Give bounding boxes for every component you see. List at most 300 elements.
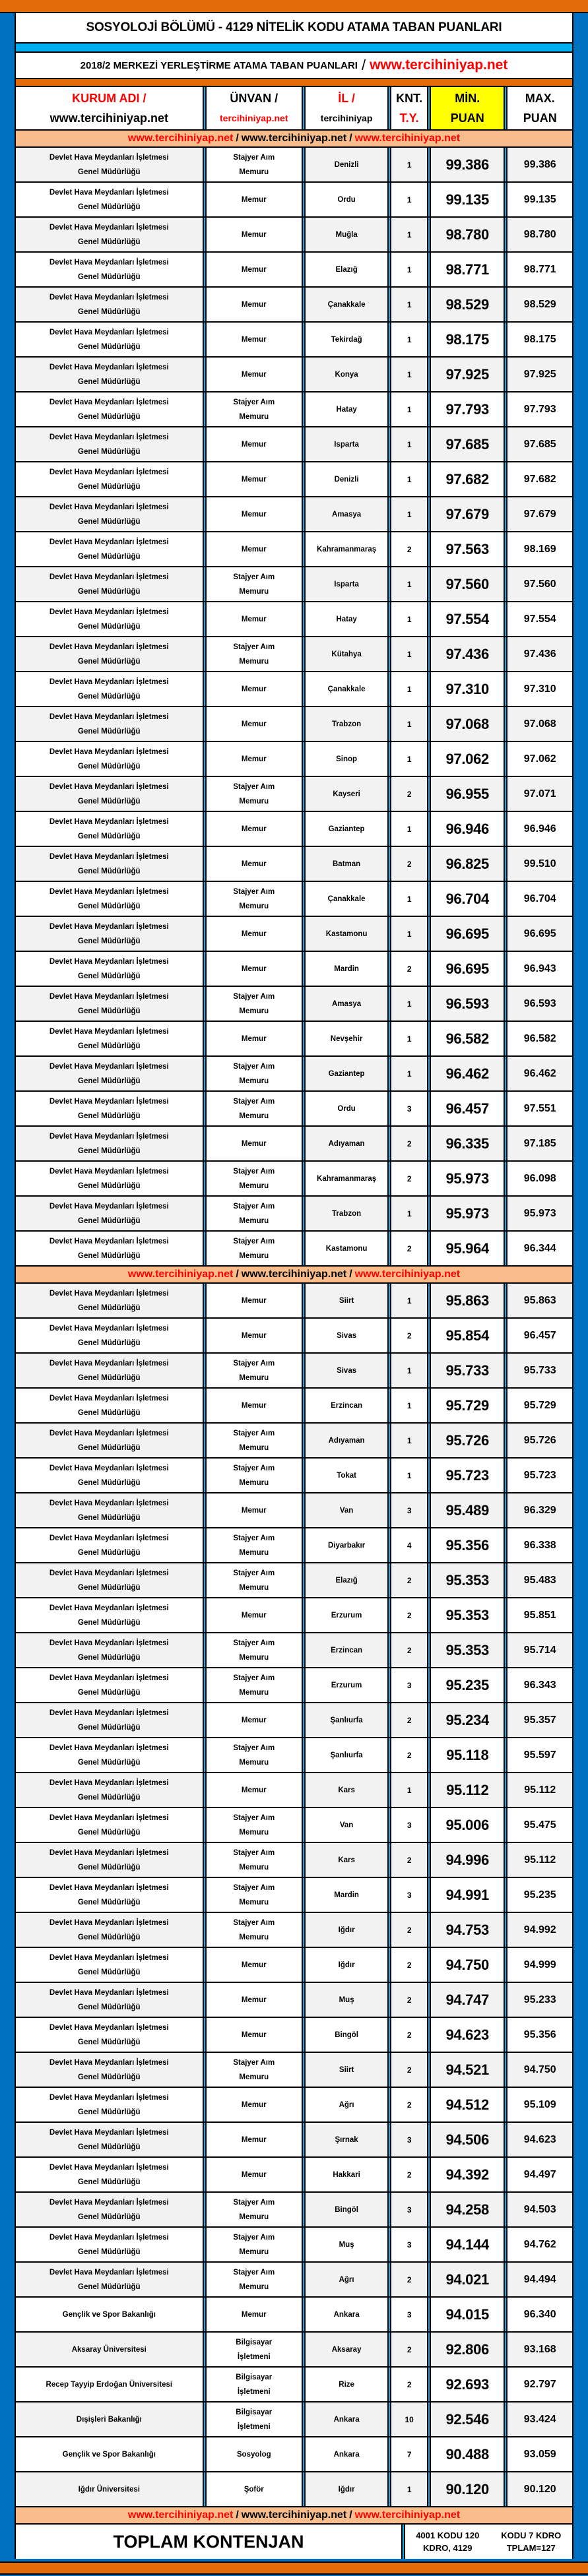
table-row xyxy=(16,1284,572,1319)
cell-text: Devlet Hava Meydanları İşletmesi xyxy=(49,328,169,336)
table-row xyxy=(16,2228,572,2263)
cell-text: Memuru xyxy=(239,168,269,176)
min-puan-cell: 96.695 xyxy=(445,925,489,942)
il-cell: Elazığ xyxy=(335,265,358,274)
table-row xyxy=(16,218,572,253)
kurum-cell xyxy=(16,602,203,636)
kontenjan-cell: 1 xyxy=(407,754,412,764)
min-puan-cell: 98.175 xyxy=(445,330,489,348)
banner-link[interactable]: www.tercihiniyap.net xyxy=(127,2509,234,2521)
cell-text: Devlet Hava Meydanları İşletmesi xyxy=(49,398,169,406)
cell-text: Devlet Hava Meydanları İşletmesi xyxy=(49,852,169,861)
kontenjan-cell: 3 xyxy=(407,1820,412,1830)
unvan-cell xyxy=(207,987,302,1021)
il-cell: Çanakkale xyxy=(327,685,366,693)
subtitle-slash: / xyxy=(361,57,366,73)
cell-text: Stajyer Aım xyxy=(233,1167,275,1176)
max-puan-cell: 96.943 xyxy=(523,962,556,974)
kurum-cell xyxy=(16,1389,203,1422)
banner-link[interactable]: www.tercihiniyap.net xyxy=(241,133,347,144)
il-cell: Denizli xyxy=(334,475,359,484)
max-puan-cell: 96.098 xyxy=(523,1172,556,1184)
cell-text: Memur xyxy=(241,370,267,379)
cell-text: Genel Müdürlüğü xyxy=(78,237,141,246)
table-row xyxy=(16,1633,572,1668)
table-row xyxy=(16,1197,572,1232)
cell-text: Genel Müdürlüğü xyxy=(78,1653,141,1662)
unvan-cell xyxy=(207,1022,302,1055)
cell-text: Memuru xyxy=(239,1758,269,1767)
table-row xyxy=(16,882,572,917)
unvan-cell xyxy=(207,148,302,181)
header-label: tercihiniyap xyxy=(320,113,373,123)
il-cell: Erzincan xyxy=(331,1401,363,1410)
il-cell: Ağrı xyxy=(339,2100,354,2109)
min-puan-cell: 94.258 xyxy=(445,2201,489,2218)
max-puan-cell: 94.999 xyxy=(523,1959,556,1970)
banner-link[interactable]: www.tercihiniyap.net xyxy=(241,2509,347,2521)
table-row xyxy=(16,1528,572,1563)
cell-text: Memuru xyxy=(239,587,269,596)
table-row xyxy=(16,1057,572,1092)
il-cell: Gaziantep xyxy=(328,1069,365,1078)
unvan-cell xyxy=(207,1843,302,1877)
min-puan-cell: 94.392 xyxy=(445,2166,489,2183)
min-puan-cell: 97.925 xyxy=(445,365,489,383)
cell-text: Devlet Hava Meydanları İşletmesi xyxy=(49,503,169,511)
il-cell: Elazığ xyxy=(335,1576,358,1585)
divider-bar xyxy=(16,79,572,87)
cell-text: Genel Müdürlüğü xyxy=(78,2003,141,2011)
cell-text: Devlet Hava Meydanları İşletmesi xyxy=(49,1324,169,1333)
cell-text: Memur xyxy=(241,1716,267,1724)
cell-text: Devlet Hava Meydanları İşletmesi xyxy=(49,1709,169,1717)
cell-text: İşletmeni xyxy=(237,2387,271,2396)
unvan-cell xyxy=(207,1808,302,1842)
cell-text: Devlet Hava Meydanları İşletmesi xyxy=(49,677,169,686)
max-puan-cell: 95.356 xyxy=(523,2028,556,2040)
il-cell: Iğdır xyxy=(338,2485,355,2494)
table-row xyxy=(16,1354,572,1389)
kontenjan-cell: 3 xyxy=(407,1104,412,1114)
max-puan-cell: 95.475 xyxy=(523,1819,556,1831)
table-row xyxy=(16,2403,572,2437)
unvan-cell xyxy=(207,952,302,986)
max-puan-cell: 90.120 xyxy=(523,2483,556,2495)
kurum-cell xyxy=(16,288,203,321)
unvan-cell xyxy=(207,1162,302,1195)
cell-text: Devlet Hava Meydanları İşletmesi xyxy=(49,1988,169,1997)
cell-text: Genel Müdürlüğü xyxy=(78,1216,141,1225)
il-cell: Van xyxy=(339,1506,354,1515)
min-puan-cell: 94.144 xyxy=(445,2236,489,2253)
cell-text: Devlet Hava Meydanları İşletmesi xyxy=(49,1167,169,1176)
cell-text: Stajyer Aım xyxy=(233,1674,275,1682)
cell-text: Memuru xyxy=(239,1898,269,1906)
unvan-cell xyxy=(207,777,302,811)
cell-text: Genel Müdürlüğü xyxy=(78,1828,141,1837)
il-cell: Kars xyxy=(338,1786,355,1794)
cell-text: Memuru xyxy=(239,1828,269,1837)
il-cell: Kahramanmaraş xyxy=(317,545,377,553)
banner-link[interactable]: www.tercihiniyap.net xyxy=(354,1269,461,1280)
cell-text: Memuru xyxy=(239,1251,269,1260)
cell-text: Memur xyxy=(241,545,267,553)
min-puan-cell: 94.623 xyxy=(445,2026,489,2043)
cell-text: Devlet Hava Meydanları İşletmesi xyxy=(49,1778,169,1787)
banner-link[interactable]: www.tercihiniyap.net xyxy=(354,133,461,144)
cell-text: Stajyer Aım xyxy=(233,1062,275,1071)
kurum-cell xyxy=(16,882,203,916)
il-cell: Muş xyxy=(339,2240,354,2249)
min-puan-cell: 96.695 xyxy=(445,960,489,977)
max-puan-cell: 95.597 xyxy=(523,1749,556,1761)
min-puan-cell: 97.682 xyxy=(445,470,489,487)
min-puan-cell: 97.563 xyxy=(445,540,489,557)
min-puan-cell: 97.560 xyxy=(445,575,489,592)
kurum-cell xyxy=(16,1878,203,1912)
table-body-section-2 xyxy=(16,1284,572,2507)
max-puan-cell: 94.992 xyxy=(523,1924,556,1935)
max-puan-cell: 98.780 xyxy=(523,228,556,240)
kurum-cell xyxy=(16,2228,203,2261)
il-cell: Konya xyxy=(335,370,358,379)
max-puan-cell: 98.529 xyxy=(523,298,556,310)
total-note-line: KODU 7 KDRO TPLAM=127 xyxy=(501,2530,562,2553)
cell-text: Devlet Hava Meydanları İşletmesi xyxy=(49,1674,169,1682)
cell-text: Genel Müdürlüğü xyxy=(78,2282,141,2291)
table-row xyxy=(16,917,572,952)
cell-text: Memur xyxy=(241,475,267,484)
kurum-cell xyxy=(16,2263,203,2296)
unvan-cell xyxy=(207,2403,302,2436)
kontenjan-cell: 1 xyxy=(407,369,412,379)
cell-text: Devlet Hava Meydanları İşletmesi xyxy=(49,1027,169,1036)
min-puan-cell: 95.729 xyxy=(445,1397,489,1414)
max-puan-cell: 93.168 xyxy=(523,2343,556,2355)
max-puan-cell: 97.793 xyxy=(523,403,556,415)
max-puan-cell: 98.771 xyxy=(523,263,556,275)
max-puan-cell: 95.851 xyxy=(523,1609,556,1621)
kontenjan-cell: 1 xyxy=(407,999,412,1009)
il-cell: Kars xyxy=(338,1856,355,1864)
site-banner xyxy=(16,1267,572,1284)
cell-text: Devlet Hava Meydanları İşletmesi xyxy=(49,468,169,476)
unvan-cell xyxy=(207,602,302,636)
banner-slash: / xyxy=(349,133,352,144)
total-label: TOPLAM KONTENJAN xyxy=(113,2531,304,2552)
cell-text: Memur xyxy=(241,2135,267,2144)
max-puan-cell: 95.483 xyxy=(523,1574,556,1586)
cell-text: Stajyer Aım xyxy=(233,1202,275,1210)
il-cell: Rize xyxy=(339,2380,354,2389)
cell-text: Memur xyxy=(241,685,267,693)
il-cell: Şırnak xyxy=(335,2135,358,2144)
cell-text: Devlet Hava Meydanları İşletmesi xyxy=(49,1289,169,1298)
unvan-cell xyxy=(207,1948,302,1982)
il-cell: Bingöl xyxy=(335,2205,358,2214)
kurum-cell xyxy=(16,1424,203,1457)
unvan-cell xyxy=(207,847,302,881)
total-note-line: 4001 KODU 120 KDRO, 4129 xyxy=(416,2530,480,2553)
banner-link[interactable]: www.tercihiniyap.net xyxy=(127,133,234,144)
cell-text: Memur xyxy=(241,300,267,309)
cell-text: Genel Müdürlüğü xyxy=(78,447,141,456)
il-cell: Ağrı xyxy=(339,2275,354,2284)
cell-text: Stajyer Aım xyxy=(233,1359,275,1367)
il-cell: Batman xyxy=(333,860,361,868)
min-puan-cell: 95.235 xyxy=(445,1676,489,1693)
cell-text: Genel Müdürlüğü xyxy=(78,1513,141,1522)
unvan-cell xyxy=(207,567,302,601)
max-puan-cell: 95.723 xyxy=(523,1469,556,1481)
max-puan-cell: 98.175 xyxy=(523,333,556,345)
min-puan-cell: 94.747 xyxy=(445,1991,489,2008)
unvan-cell xyxy=(207,1424,302,1457)
cell-text: Memuru xyxy=(239,2247,269,2256)
cell-text: Memuru xyxy=(239,902,269,910)
table-row xyxy=(16,777,572,812)
kurum-cell xyxy=(16,847,203,881)
max-puan-cell: 99.386 xyxy=(523,158,556,170)
cell-text: Memuru xyxy=(239,657,269,666)
cell-text: Memuru xyxy=(239,797,269,805)
table-row xyxy=(16,1493,572,1528)
cell-text: Devlet Hava Meydanları İşletmesi xyxy=(49,1848,169,1857)
il-cell: Bingöl xyxy=(335,2030,358,2039)
cell-text: Genel Müdürlüğü xyxy=(78,552,141,561)
cell-text: Genel Müdürlüğü xyxy=(78,1723,141,1732)
cell-text: Aksaray Üniversitesi xyxy=(71,2345,147,2354)
unvan-cell xyxy=(207,2472,302,2506)
cell-text: Devlet Hava Meydanları İşletmesi xyxy=(49,712,169,721)
il-cell: Kayseri xyxy=(333,790,360,798)
cell-text: Devlet Hava Meydanları İşletmesi xyxy=(49,2128,169,2137)
cell-text: Devlet Hava Meydanları İşletmesi xyxy=(49,258,169,267)
il-cell: Trabzon xyxy=(332,1209,362,1218)
max-puan-cell: 97.554 xyxy=(523,613,556,625)
banner-link[interactable]: www.tercihiniyap.net xyxy=(241,1269,347,1280)
site-link[interactable]: www.tercihiniyap.net xyxy=(370,57,508,73)
cell-text: Stajyer Aım xyxy=(233,2058,275,2067)
kurum-cell xyxy=(16,462,203,496)
kontenjan-cell: 2 xyxy=(407,1174,412,1183)
table-row xyxy=(16,2158,572,2193)
kurum-cell xyxy=(16,183,203,216)
cell-text: Devlet Hava Meydanları İşletmesi xyxy=(49,223,169,232)
unvan-cell xyxy=(207,253,302,286)
min-puan-cell: 95.353 xyxy=(445,1571,489,1588)
unvan-cell xyxy=(207,2193,302,2226)
kurum-cell xyxy=(16,1284,203,1317)
cell-text: Memuru xyxy=(239,1933,269,1941)
cell-text: Stajyer Aım xyxy=(233,1883,275,1892)
min-puan-cell: 97.068 xyxy=(445,715,489,732)
kontenjan-cell: 1 xyxy=(407,1296,412,1305)
il-cell: Muğla xyxy=(335,230,358,239)
max-puan-cell: 98.169 xyxy=(523,543,556,555)
kurum-cell xyxy=(16,1808,203,1842)
unvan-cell xyxy=(207,393,302,426)
table-row xyxy=(16,602,572,637)
il-cell: Şanlıurfa xyxy=(330,1716,363,1724)
max-puan-cell: 97.185 xyxy=(523,1137,556,1149)
kurum-cell xyxy=(16,1703,203,1737)
cell-text: Genel Müdürlüğü xyxy=(78,1408,141,1417)
il-cell: Amasya xyxy=(332,510,362,518)
kurum-cell xyxy=(16,1773,203,1807)
table-row xyxy=(16,1738,572,1773)
cell-text: Genel Müdürlüğü xyxy=(78,1251,141,1260)
cell-text: Genel Müdürlüğü xyxy=(78,1112,141,1120)
cell-text: Memur xyxy=(241,755,267,763)
max-puan-cell: 97.310 xyxy=(523,683,556,695)
cell-text: Stajyer Aım xyxy=(233,1744,275,1752)
max-puan-cell: 96.582 xyxy=(523,1032,556,1044)
cell-text: Stajyer Aım xyxy=(233,1097,275,1106)
cell-text: Devlet Hava Meydanları İşletmesi xyxy=(49,1499,169,1507)
cell-text: Devlet Hava Meydanları İşletmesi xyxy=(49,1202,169,1210)
min-puan-cell: 92.546 xyxy=(445,2410,489,2428)
il-cell: Hatay xyxy=(336,405,357,414)
cell-text: Devlet Hava Meydanları İşletmesi xyxy=(49,1359,169,1367)
il-cell: Adıyaman xyxy=(328,1436,365,1445)
min-puan-cell: 94.991 xyxy=(445,1886,489,1903)
banner-link[interactable]: www.tercihiniyap.net xyxy=(127,1269,234,1280)
max-puan-cell: 95.733 xyxy=(523,1364,556,1376)
header-label: www.tercihiniyap.net xyxy=(49,111,168,125)
cell-text: Genel Müdürlüğü xyxy=(78,1304,141,1312)
table-row xyxy=(16,1668,572,1703)
cell-text: Stajyer Aım xyxy=(233,1569,275,1577)
il-cell: Muş xyxy=(339,1995,354,2004)
table-row xyxy=(16,323,572,358)
cell-text: Devlet Hava Meydanları İşletmesi xyxy=(49,1569,169,1577)
min-puan-cell: 94.753 xyxy=(445,1921,489,1938)
unvan-cell xyxy=(207,2228,302,2261)
cell-text: Memuru xyxy=(239,1007,269,1015)
cell-text: Recep Tayyip Erdoğan Üniversitesi xyxy=(46,2380,173,2389)
cell-text: Iğdır Üniversitesi xyxy=(78,2485,140,2494)
cell-text: Stajyer Aım xyxy=(233,2233,275,2242)
table-row xyxy=(16,952,572,987)
max-puan-cell: 92.797 xyxy=(523,2378,556,2390)
min-puan-cell: 97.554 xyxy=(445,610,489,627)
kontenjan-cell: 1 xyxy=(407,719,412,729)
kurum-cell xyxy=(16,2437,203,2471)
table-row xyxy=(16,2123,572,2158)
cell-text: Memuru xyxy=(239,412,269,421)
top-orange-bar xyxy=(0,0,588,13)
kurum-cell xyxy=(16,1493,203,1527)
il-cell: Adıyaman xyxy=(328,1139,365,1148)
table-row xyxy=(16,2472,572,2507)
min-puan-cell: 95.234 xyxy=(445,1711,489,1728)
table-row xyxy=(16,987,572,1022)
total-note xyxy=(405,2525,572,2559)
max-puan-cell: 97.436 xyxy=(523,648,556,660)
cell-text: Genel Müdürlüğü xyxy=(78,1688,141,1697)
header-il xyxy=(306,87,387,129)
min-puan-cell: 97.062 xyxy=(445,750,489,767)
unvan-cell xyxy=(207,1354,302,1387)
cell-text: Devlet Hava Meydanları İşletmesi xyxy=(49,188,169,197)
kontenjan-cell: 1 xyxy=(407,824,412,834)
table-row xyxy=(16,1843,572,1878)
cell-text: Devlet Hava Meydanları İşletmesi xyxy=(49,643,169,651)
cell-text: Memuru xyxy=(239,2213,269,2221)
cell-text: Genel Müdürlüğü xyxy=(78,902,141,910)
kurum-cell xyxy=(16,1127,203,1160)
cell-text: Genel Müdürlüğü xyxy=(78,2038,141,2046)
max-puan-cell: 94.497 xyxy=(523,2168,556,2180)
cell-text: Genel Müdürlüğü xyxy=(78,168,141,176)
cell-text: Memur xyxy=(241,720,267,728)
cell-text: Memur xyxy=(241,2170,267,2179)
kurum-cell xyxy=(16,917,203,951)
table-row xyxy=(16,1022,572,1057)
cell-text: Devlet Hava Meydanları İşletmesi xyxy=(49,1813,169,1822)
min-puan-cell: 96.582 xyxy=(445,1030,489,1047)
min-puan-cell: 95.726 xyxy=(445,1431,489,1449)
unvan-cell xyxy=(207,323,302,356)
cell-text: Genel Müdürlüğü xyxy=(78,2178,141,2186)
cell-text: Genel Müdürlüğü xyxy=(78,937,141,945)
cell-text: Stajyer Aım xyxy=(233,2268,275,2277)
cell-text: Memuru xyxy=(239,1548,269,1557)
cell-text: Memur xyxy=(241,1995,267,2004)
kurum-cell xyxy=(16,393,203,426)
cell-text: Memur xyxy=(241,2100,267,2109)
min-puan-cell: 95.489 xyxy=(445,1501,489,1519)
max-puan-cell: 97.551 xyxy=(523,1102,556,1114)
cell-text: Stajyer Aım xyxy=(233,992,275,1001)
kurum-cell xyxy=(16,1092,203,1125)
max-puan-cell: 96.338 xyxy=(523,1539,556,1551)
table-row xyxy=(16,148,572,183)
cell-text: Genel Müdürlüğü xyxy=(78,832,141,840)
table-row xyxy=(16,1232,572,1267)
min-puan-cell: 95.733 xyxy=(445,1362,489,1379)
min-puan-cell: 95.118 xyxy=(446,1746,489,1763)
max-puan-cell: 94.762 xyxy=(523,2238,556,2250)
kontenjan-cell: 3 xyxy=(407,2240,412,2249)
cell-text: Stajyer Aım xyxy=(233,1534,275,1542)
kontenjan-cell: 1 xyxy=(407,160,412,170)
unvan-cell xyxy=(207,1232,302,1265)
cell-text: Memur xyxy=(241,860,267,868)
cell-text: Genel Müdürlüğü xyxy=(78,517,141,526)
cell-text: Devlet Hava Meydanları İşletmesi xyxy=(49,2093,169,2102)
table-row xyxy=(16,2368,572,2403)
page-title: SOSYOLOJİ BÖLÜMÜ - 4129 NİTELİK KODU ATAMA TABAN PUANLARI xyxy=(16,13,572,44)
cell-text: Devlet Hava Meydanları İşletmesi xyxy=(49,1394,169,1402)
header-unvan xyxy=(207,87,302,129)
il-cell: Van xyxy=(339,1821,354,1829)
il-cell: Isparta xyxy=(334,580,359,588)
kontenjan-cell: 2 xyxy=(407,1995,412,2005)
cell-text: Stajyer Aım xyxy=(233,153,275,162)
kurum-cell xyxy=(16,532,203,566)
kontenjan-cell: 2 xyxy=(407,2065,412,2075)
unvan-cell xyxy=(207,288,302,321)
unvan-cell xyxy=(207,1913,302,1947)
il-cell: Ankara xyxy=(333,2310,360,2319)
banner-link[interactable]: www.tercihiniyap.net xyxy=(354,2509,461,2521)
kontenjan-cell: 1 xyxy=(407,1400,412,1410)
min-puan-cell: 98.771 xyxy=(445,261,489,278)
table-row xyxy=(16,393,572,427)
